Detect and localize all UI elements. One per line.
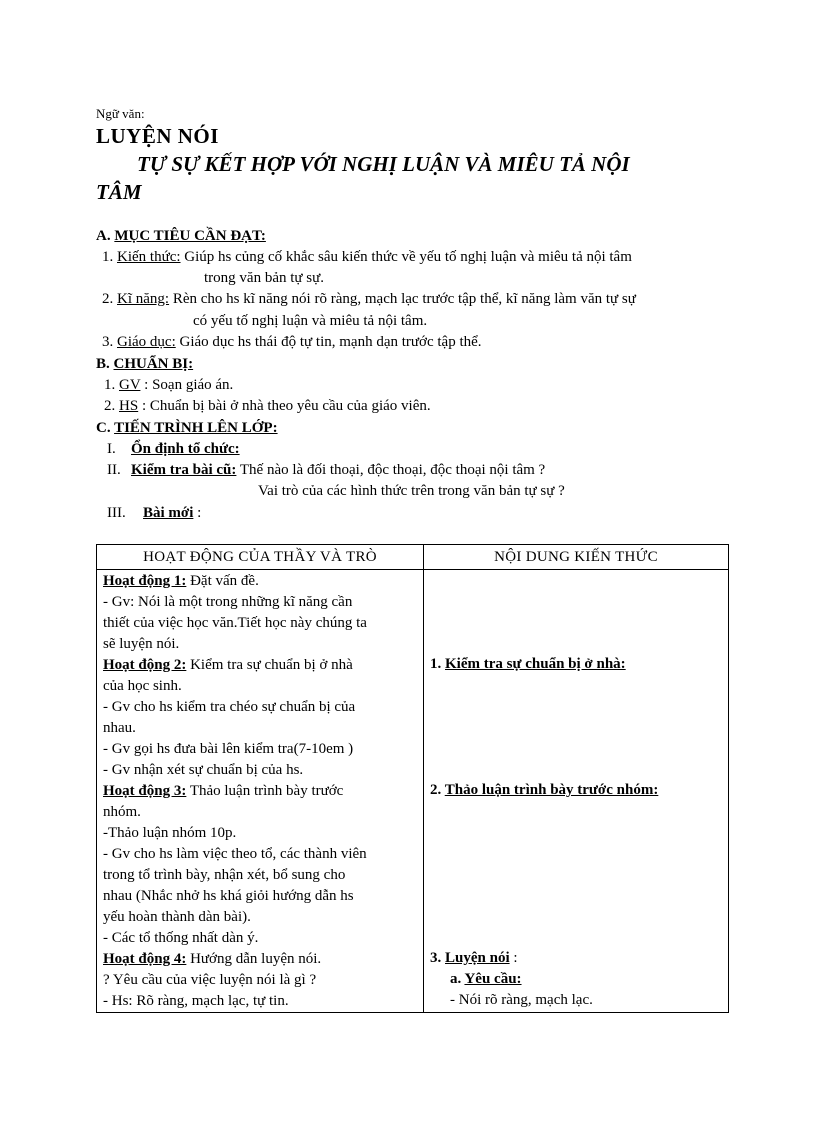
- section-c-item-2-cont: Vai trò của các hình thức trên trong văn bản tự sự ?: [258, 483, 565, 499]
- item-number: I.: [107, 441, 116, 457]
- item-number: a.: [450, 971, 465, 987]
- page-subtitle-line1: TỰ SỰ KẾT HỢP VỚI NGHỊ LUẬN VÀ MIÊU TẢ NỘI: [137, 152, 630, 176]
- activity-text: - Gv: Nói là một trong những kĩ năng cần: [103, 594, 353, 610]
- activity-text: ? Yêu cầu của việc luyện nói là gì ?: [103, 972, 317, 988]
- activity-text-line: [103, 634, 417, 655]
- item-number: 2.: [104, 398, 119, 414]
- section-a-item-2: [102, 291, 636, 308]
- activity-text-line: [103, 802, 417, 823]
- activity-text-line: [103, 844, 417, 865]
- activity-text: - Gv nhận xét sự chuẩn bị của hs.: [103, 762, 304, 778]
- item-text: : Chuẩn bị bài ở nhà theo yêu cầu của giáo viên.: [138, 398, 431, 414]
- item-number: 3.: [102, 334, 117, 350]
- section-b-heading: [96, 356, 193, 373]
- activity-text: Đặt vấn đề.: [186, 573, 259, 589]
- item-text: Thế nào là đối thoại, độc thoại, độc thoại nội tâm ?: [236, 462, 546, 478]
- item-suffix: :: [509, 950, 518, 966]
- page-title: LUYỆN NÓI: [96, 124, 219, 148]
- table-row: [97, 570, 729, 1013]
- content-item-3a: [450, 969, 522, 990]
- section-a-item-2-cont: có yếu tố nghị luận và miêu tả nội tâm.: [193, 313, 428, 329]
- section-c-item-1: [107, 441, 240, 458]
- item-label: Giáo dục:: [117, 334, 176, 350]
- activity-text: - Gv gọi hs đưa bài lên kiểm tra(7-10em ): [103, 741, 354, 757]
- activity-text-line: [103, 739, 417, 760]
- item-number: II.: [107, 462, 121, 478]
- content-cell: [424, 570, 729, 1013]
- table-header-row: [97, 545, 729, 570]
- item-number: III.: [107, 505, 126, 521]
- item-number: 1.: [102, 249, 117, 265]
- activities-cell: [97, 570, 424, 1013]
- activity-text: - Các tổ thống nhất dàn ý.: [103, 930, 259, 946]
- item-text: Rèn cho hs kĩ năng nói rõ ràng, mạch lạc trước tập thể, kĩ năng làm văn tự sự: [169, 291, 636, 307]
- activity-heading-line: [103, 571, 417, 592]
- activity-text: yếu hoàn thành dàn bài).: [103, 909, 251, 925]
- section-b-item-1: [104, 377, 233, 394]
- activity-text-line: [103, 718, 417, 739]
- section-a-heading: [96, 228, 266, 245]
- item-number: 1.: [104, 377, 119, 393]
- item-number: 2.: [102, 291, 117, 307]
- subject-label: Ngữ văn:: [96, 106, 145, 121]
- activity-text: - Hs: Rõ ràng, mạch lạc, tự tin.: [103, 993, 289, 1009]
- section-a-prefix: A.: [96, 228, 115, 244]
- activity-text-line: [103, 823, 417, 844]
- activity-text: thiết của việc học văn.Tiết học này chúng ta: [103, 615, 367, 631]
- item-text: Giáo dục hs thái độ tự tin, mạnh dạn trước tập thể.: [175, 334, 482, 350]
- item-number: 1.: [430, 656, 445, 672]
- item-label: Yêu cầu:: [464, 971, 522, 987]
- activity-label: Hoạt động 1:: [103, 573, 187, 589]
- section-c-heading: [96, 420, 278, 437]
- activity-text: của học sinh.: [103, 678, 182, 694]
- section-c-item-3: [107, 505, 201, 522]
- activity-text-line: [103, 907, 417, 928]
- activity-text: Hướng dẫn luyện nói.: [186, 951, 322, 967]
- item-label: Bài mới: [143, 505, 194, 521]
- activity-text: sẽ luyện nói.: [103, 636, 180, 652]
- content-item-3a-text: - Nói rõ ràng, mạch lạc.: [450, 992, 593, 1008]
- activity-text: - Gv cho hs kiểm tra chéo sự chuẩn bị của: [103, 699, 356, 715]
- item-label: Kiểm tra sự chuẩn bị ở nhà:: [445, 656, 626, 672]
- section-b-item-2: [104, 398, 431, 415]
- activity-text-line: [103, 928, 417, 949]
- activity-label: Hoạt động 2:: [103, 657, 187, 673]
- activity-text-line: [103, 865, 417, 886]
- item-label: GV: [119, 377, 141, 393]
- activity-text-line: [103, 697, 417, 718]
- section-a-title: MỤC TIÊU CẦN ĐẠT:: [114, 228, 266, 244]
- section-a-item-1-cont: trong văn bản tự sự.: [204, 270, 324, 286]
- content-item-1: [430, 654, 626, 675]
- item-label: Kiểm tra bài cũ:: [131, 462, 237, 478]
- item-suffix: :: [193, 505, 202, 521]
- activity-label: Hoạt động 3:: [103, 783, 187, 799]
- section-a-item-3: [102, 334, 482, 351]
- activity-text: trong tổ trình bày, nhận xét, bổ sung cho: [103, 867, 346, 883]
- item-label: Luyện nói: [445, 950, 510, 966]
- activity-text-line: [103, 592, 417, 613]
- section-a-item-1: [102, 249, 632, 266]
- item-label: Kiến thức:: [117, 249, 181, 265]
- section-b-prefix: B.: [96, 356, 114, 372]
- item-label: Thảo luận trình bày trước nhóm:: [444, 782, 659, 798]
- section-c-title: TIẾN TRÌNH LÊN LỚP:: [114, 420, 278, 436]
- activity-text-line: [103, 613, 417, 634]
- activity-text: nhóm.: [103, 804, 141, 820]
- activity-label: Hoạt động 4:: [103, 951, 187, 967]
- section-c-item-2: [107, 462, 545, 479]
- column-header-activities: HOẠT ĐỘNG CỦA THẦY VÀ TRÒ: [97, 545, 424, 570]
- activity-heading-line: [103, 949, 417, 970]
- item-label: Kĩ năng:: [117, 291, 170, 307]
- content-item-3: [430, 948, 518, 969]
- activity-text: Thảo luận trình bày trước: [186, 783, 344, 799]
- activity-heading-line: [103, 655, 417, 676]
- activity-text: Kiểm tra sự chuẩn bị ở nhà: [186, 657, 353, 673]
- section-c-prefix: C.: [96, 420, 115, 436]
- activity-text-line: [103, 991, 417, 1012]
- activity-text: - Gv cho hs làm việc theo tổ, các thành viên: [103, 846, 367, 862]
- activity-text: nhau.: [103, 720, 136, 736]
- item-text: : Soạn giáo án.: [140, 377, 234, 393]
- activity-text-line: [103, 970, 417, 991]
- item-label: Ổn định tổ chức:: [131, 441, 240, 457]
- page-subtitle-line2: TÂM: [96, 180, 142, 204]
- activity-text: -Thảo luận nhóm 10p.: [103, 825, 237, 841]
- activity-text-line: [103, 676, 417, 697]
- section-b-title: CHUẨN BỊ:: [113, 356, 194, 372]
- activity-heading-line: [103, 781, 417, 802]
- lesson-table: [96, 544, 729, 1013]
- item-text: Giúp hs củng cố khắc sâu kiến thức về yếu tố nghị luận và miêu tả nội tâm: [180, 249, 632, 265]
- column-header-content: NỘI DUNG KIẾN THỨC: [424, 545, 729, 570]
- activity-text-line: [103, 760, 417, 781]
- activity-text: nhau (Nhắc nhở hs khá giỏi hướng dẫn hs: [103, 888, 354, 904]
- activity-text-line: [103, 886, 417, 907]
- item-label: HS: [119, 398, 139, 414]
- item-number: 2.: [430, 782, 445, 798]
- item-number: 3.: [430, 950, 445, 966]
- content-item-2: [430, 780, 658, 801]
